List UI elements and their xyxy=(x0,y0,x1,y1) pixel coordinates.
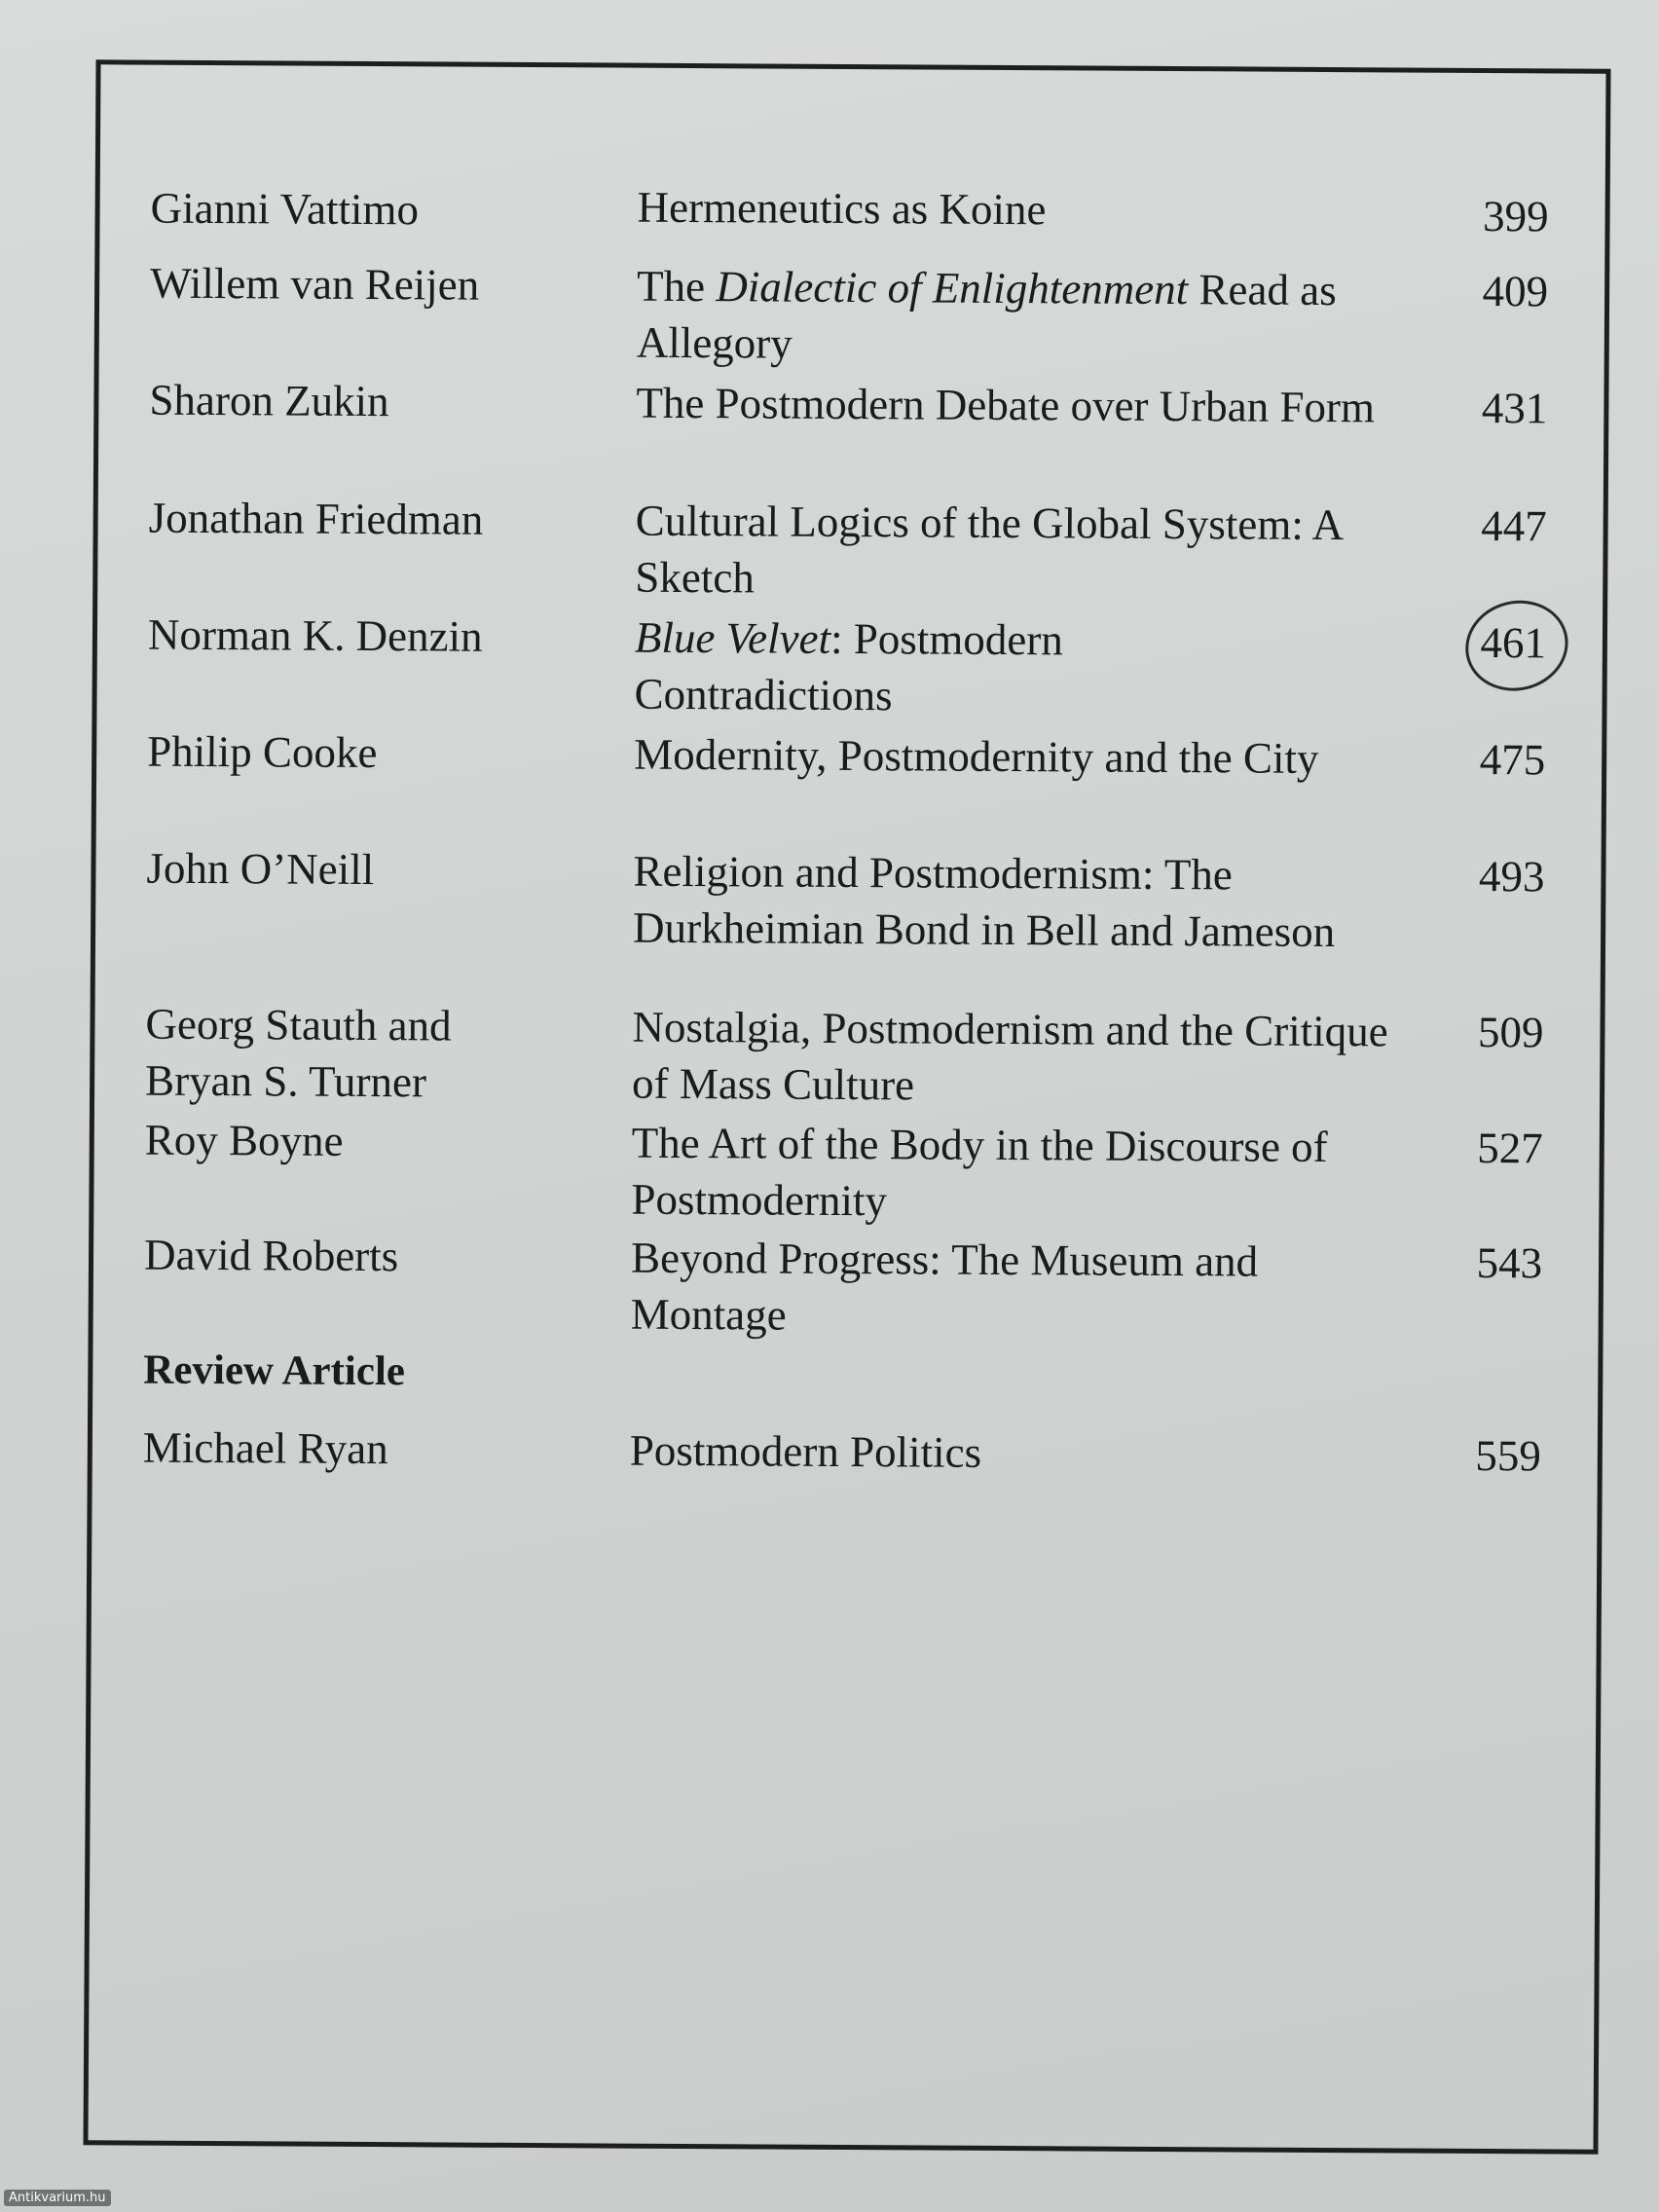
entry-author: Michael Ryan xyxy=(142,1422,388,1474)
entry-author: Willem van Reijen xyxy=(150,258,480,310)
entry-page: 559 xyxy=(1475,1430,1541,1481)
entry-author: Norman K. Denzin xyxy=(147,609,483,661)
toc-entry xyxy=(100,179,1605,241)
entry-title: Cultural Logics of the Global System: A Sketch xyxy=(635,496,1342,603)
entry-author: Philip Cooke xyxy=(147,726,378,778)
entry-page: 509 xyxy=(1477,1007,1544,1057)
entry-page: 447 xyxy=(1481,500,1547,551)
entry-title: Modernity, Postmodernity and the City xyxy=(634,729,1319,783)
entry-title: The Art of the Body in the Discourse of Postmodernity xyxy=(631,1118,1328,1226)
contents-frame xyxy=(83,59,1610,2154)
watermark-label: Antikvarium.hu xyxy=(4,2190,111,2206)
toc-entry xyxy=(92,1419,1598,1481)
entry-page-circled: 461 xyxy=(1480,614,1546,671)
entry-page: 527 xyxy=(1477,1123,1543,1173)
entry-author: Gianni Vattimo xyxy=(150,183,420,235)
entry-page: 493 xyxy=(1478,851,1545,902)
entry-author: David Roberts xyxy=(143,1230,399,1281)
entry-author: Jonathan Friedman xyxy=(148,493,484,544)
entry-title: Postmodern Politics xyxy=(629,1425,982,1477)
toc-entry xyxy=(96,722,1602,785)
entry-title: Beyond Progress: The Museum and Montage xyxy=(630,1233,1259,1340)
entry-page: 399 xyxy=(1482,191,1549,241)
entry-page: 543 xyxy=(1476,1237,1543,1288)
entry-page: 409 xyxy=(1482,266,1549,316)
entry-author: Roy Boyne xyxy=(144,1115,344,1165)
entry-author: John O’Neill xyxy=(146,843,375,895)
entry-title: Hermeneutics as Koine xyxy=(637,182,1047,235)
toc-entry xyxy=(95,995,1601,1110)
toc-entry xyxy=(99,254,1604,368)
toc-entry xyxy=(96,839,1602,957)
entry-title: The Postmodern Debate over Urban Form xyxy=(636,378,1376,432)
entry-author: Georg Stauth and Bryan S. Turner xyxy=(145,999,452,1107)
section-heading: Review Article xyxy=(143,1346,406,1395)
entry-page: 431 xyxy=(1481,383,1548,433)
entry-page: 475 xyxy=(1479,734,1546,785)
entry-title: Religion and Postmodernism: The Durkheimian Bond in Bell and Jameson xyxy=(632,846,1336,957)
entry-title: Blue Velvet: Postmodern Contradictions xyxy=(634,612,1063,720)
entry-title: Nostalgia, Postmodernism and the Critique of Mass Culture xyxy=(631,1002,1388,1110)
toc-entry xyxy=(98,489,1604,603)
entry-title: The Dialectic of Enlightenment Read as Allegory xyxy=(636,261,1337,368)
entry-author: Sharon Zukin xyxy=(149,375,389,426)
